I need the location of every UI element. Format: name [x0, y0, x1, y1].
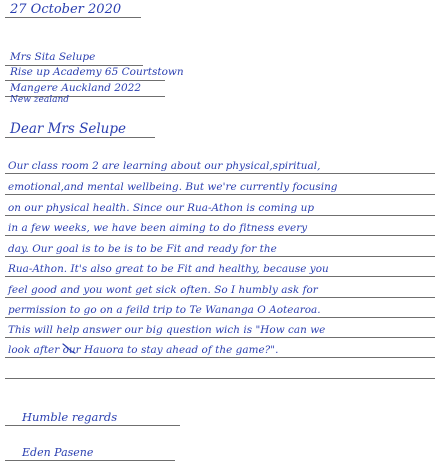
- rule-line: [5, 357, 435, 358]
- rule-line: [5, 317, 435, 318]
- letter-date: 27 October 2020: [10, 2, 122, 17]
- rule-line: [5, 297, 435, 298]
- rule-line: [5, 425, 180, 426]
- recipient-address-line-3: New zealand: [10, 95, 70, 105]
- body-line: on our physical health. Since our Rua-Athon is coming up: [8, 202, 315, 214]
- body-line: day. Our goal is to be is to be Fit and ready for the: [8, 243, 277, 255]
- letter-closing: Humble regards: [22, 410, 118, 424]
- body-line: Rua-Athon. It's also great to be Fit and healthy, because you: [8, 263, 329, 275]
- body-line: feel good and you wont get sick often. So I humbly ask for: [8, 284, 318, 296]
- body-line: in a few weeks, we have been aiming to do fitness every: [8, 222, 308, 234]
- rule-line: [5, 215, 435, 216]
- rule-line: [5, 173, 435, 174]
- rule-line: [5, 378, 435, 379]
- recipient-name: Mrs Sita Selupe: [10, 51, 96, 63]
- body-line: This will help answer our big question wich is "How can we: [8, 324, 326, 336]
- rule-line: [5, 17, 141, 18]
- letter-signature: Eden Pasene: [22, 446, 94, 459]
- rule-line: [5, 235, 435, 236]
- rule-line: [5, 80, 165, 81]
- rule-line: [5, 460, 175, 461]
- rule-line: [5, 194, 435, 195]
- body-line: permission to go on a feild trip to Te Wananga O Aotearoa.: [8, 304, 321, 316]
- letter-salutation: Dear Mrs Selupe: [10, 121, 126, 137]
- body-line: Our class room 2 are learning about our physical,spiritual,: [8, 160, 321, 172]
- recipient-address-line-1: Rise up Academy 65 Courtstown: [10, 66, 184, 78]
- recipient-address-line-2: Mangere Auckland 2022: [10, 82, 142, 94]
- body-line: emotional,and mental wellbeing. But we're currently focusing: [8, 181, 338, 193]
- pen-mark-icon: [62, 342, 76, 354]
- body-line: look after our Hauora to stay ahead of the game?".: [8, 344, 279, 356]
- rule-line: [5, 276, 435, 277]
- rule-line: [5, 337, 435, 338]
- rule-line: [5, 256, 435, 257]
- rule-line: [5, 137, 155, 138]
